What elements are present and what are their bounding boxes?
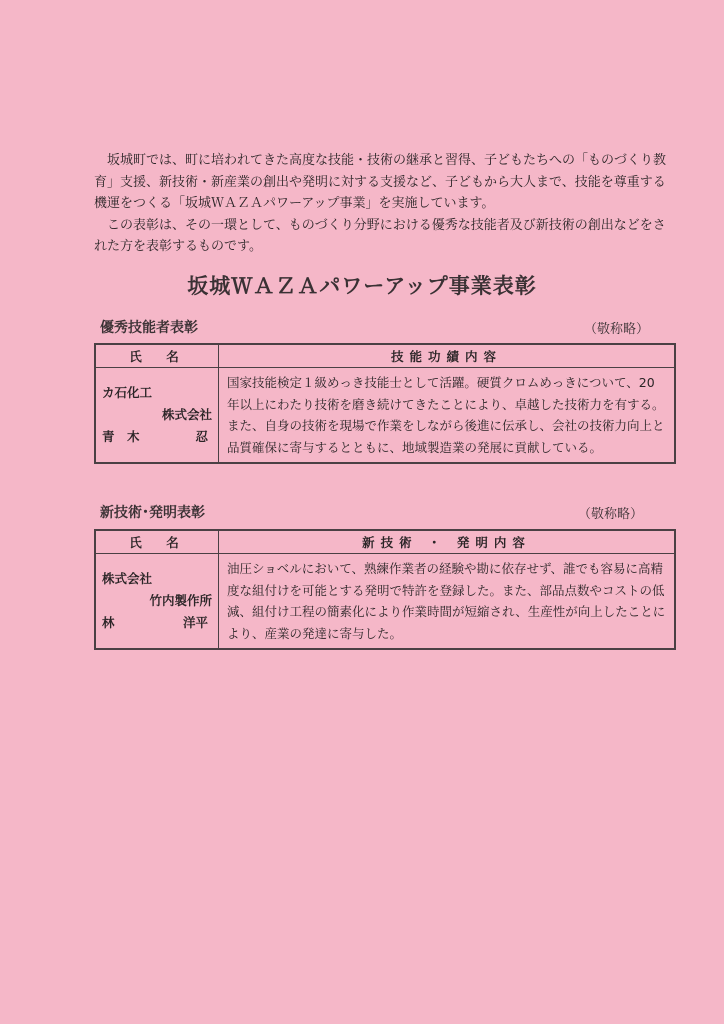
intro-paragraph-1: 坂城町では、町に培われてきた高度な技能・技術の継承と習得、子どもたちへの「ものづくり教育」支援、新技術・新産業の創出や発明に対する支援など、子どもから大人まで、技能を尊重する機運をつくる「坂城ＷＡＺＡパワーアップ事業」を実施しています。 xyxy=(94,153,667,211)
awardee-name-cell xyxy=(95,554,219,650)
invention-table xyxy=(94,529,676,650)
col-name-header: 氏 名 xyxy=(95,344,219,368)
company-name: カ石化工 xyxy=(102,385,153,400)
col-name-header: 氏 名 xyxy=(95,530,219,554)
company-suffix: 株式会社 xyxy=(161,407,212,422)
person-given-name: 洋平 xyxy=(182,615,208,630)
table-header-row xyxy=(95,530,675,554)
page-title: 坂城ＷＡＺＡパワーアップ事業表彰 xyxy=(187,274,537,298)
company-name: 竹内製作所 xyxy=(149,593,212,608)
person-name xyxy=(102,612,212,634)
intro-text xyxy=(94,150,666,258)
col-content-header: 新技術 ・ 発明内容 xyxy=(219,530,676,554)
skilled-worker-table xyxy=(94,343,676,464)
section-heading-invention: 新技術･発明表彰 xyxy=(100,505,205,521)
intro-paragraph-2: この表彰は、その一環として、ものづくり分野における優秀な技能者及び新技術の創出などをされた方を表彰するものです。 xyxy=(94,217,666,254)
col-content-header: 技能功績内容 xyxy=(219,344,676,368)
person-given-name: 忍 xyxy=(195,429,208,444)
awardee-name-cell xyxy=(95,368,219,464)
person-surname: 林 xyxy=(102,615,115,630)
table-header-row xyxy=(95,344,675,368)
section-heading-skilled: 優秀技能者表彰 xyxy=(100,320,198,336)
company-prefix: 株式会社 xyxy=(102,571,153,586)
honorific-note-2: （敬称略） xyxy=(578,507,644,522)
honorific-note-1: （敬称略） xyxy=(584,322,650,337)
person-name xyxy=(102,426,212,448)
table-row xyxy=(95,368,675,464)
achievement-description: 国家技能検定１級めっき技能士として活躍。硬質クロムめっきについて、20年以上にわたり技術を磨き続けてきたことにより、卓越した技術力を有する。また、自身の技術を現場で作業をしながら後進に伝承し、会社の技術力向上と品質確保に寄与するとともに、地域製造業の発展に貢献している。 xyxy=(219,368,676,464)
table-row xyxy=(95,554,675,650)
invention-description: 油圧ショベルにおいて、熟練作業者の経験や勘に依存せず、誰でも容易に高精度な組付けを可能とする発明で特許を登録した。また、部品点数やコストの低減、組付け工程の簡素化により作業時間が短縮され、生産性が向上したことにより、産業の発達に寄与した。 xyxy=(219,554,676,650)
person-surname: 青 木 xyxy=(102,429,140,444)
